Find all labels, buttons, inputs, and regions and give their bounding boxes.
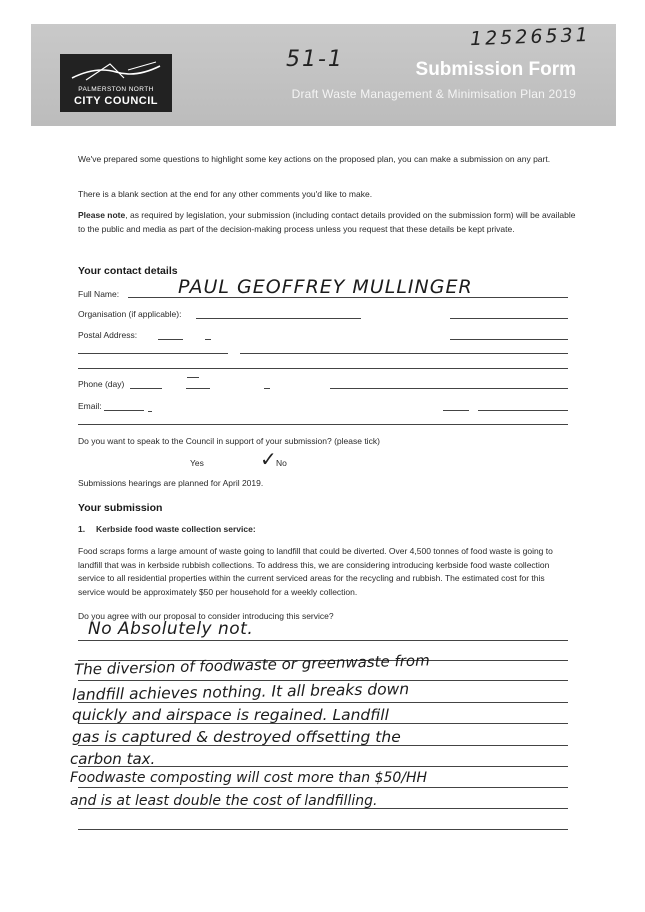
postal-label: Postal Address:	[78, 330, 138, 340]
privacy-note	[78, 209, 578, 236]
email-line-2	[443, 410, 469, 411]
submission-heading: Your submission	[78, 502, 163, 514]
postal-line-2a[interactable]	[78, 353, 228, 354]
postal-line-tick	[205, 339, 211, 340]
answer-line	[78, 787, 568, 788]
organisation-line[interactable]	[196, 318, 361, 319]
q1-question: Do you agree with our proposal to consider introducing this service?	[78, 611, 334, 621]
organisation-label: Organisation (if applicable):	[78, 309, 182, 319]
stamp-code: 51-1	[286, 47, 344, 72]
logo-city-text: PALMERSTON NORTH	[78, 86, 154, 93]
hearings-note: Submissions hearings are planned for April 2019.	[78, 478, 264, 488]
email-label: Email:	[78, 401, 102, 411]
reference-number: 12526531	[469, 23, 592, 51]
answer-text-line: quickly and airspace is regained. Landfill	[72, 706, 389, 724]
q1-title: Kerbside food waste collection service:	[96, 524, 256, 534]
phone-mark	[187, 377, 199, 378]
logo-council-text: CITY COUNCIL	[73, 95, 159, 107]
intro-para-2: There is a blank section at the end for any other comments you'd like to make.	[78, 189, 373, 199]
form-title: Submission Form	[415, 59, 576, 80]
phone-line-3	[264, 388, 270, 389]
email-line-3	[478, 410, 568, 411]
full-name-label: Full Name:	[78, 289, 120, 299]
email-line-tick	[148, 411, 152, 412]
phone-line-2	[186, 388, 210, 389]
answer-text-line: and is at least double the cost of landfilling.	[70, 793, 378, 809]
contact-heading: Your contact details	[78, 265, 178, 277]
intro-para-1: We've prepared some questions to highlight some key actions on the proposed plan, you can make a submission on any part.	[78, 154, 551, 164]
postal-line-right	[450, 339, 568, 340]
answer-text-line: No Absolutely not.	[88, 619, 254, 639]
phone-line-right	[330, 388, 568, 389]
postal-line-3[interactable]	[78, 368, 568, 369]
privacy-note-bold: Please note	[78, 210, 126, 220]
answer-text-line: gas is captured & destroyed offsetting the	[72, 728, 401, 746]
answer-text-line: landfill achieves nothing. It all breaks down	[71, 680, 410, 704]
q1-body: Food scraps forms a large amount of waste going to landfill that could be diverted. Over 4,500 tonnes of food waste is going to landfill that was in kerbside rubbish collections. To address this, we are considering introducing kerbside food waste collection service to all residential properties within the current serviced areas for the recycling and rubbish. The estimated cost for this service would be approximately $50 per household for a weekly collection.	[78, 546, 553, 597]
speak-question: Do you want to speak to the Council in support of your submission? (please tick)	[78, 436, 380, 446]
answer-text-line: carbon tax.	[70, 750, 156, 768]
answer-line	[78, 829, 568, 830]
postal-line-short[interactable]	[158, 339, 183, 340]
phone-label: Phone (day)	[78, 379, 125, 389]
q1-number: 1.	[78, 524, 86, 534]
yes-option[interactable]: Yes	[190, 458, 204, 468]
organisation-line-2	[450, 318, 568, 319]
form-subtitle: Draft Waste Management & Minimisation Plan 2019	[291, 87, 576, 101]
email-line[interactable]	[104, 410, 144, 411]
answer-text-line: The diversion of foodwaste or greenwaste from	[73, 651, 430, 679]
full-name-value[interactable]: PAUL GEOFFREY MULLINGER	[178, 276, 473, 298]
answer-text-line: Foodwaste composting will cost more than $50/HH	[70, 770, 428, 786]
council-logo-icon	[66, 58, 166, 84]
phone-line[interactable]	[130, 388, 162, 389]
no-option[interactable]: No	[276, 458, 287, 468]
email-line-full[interactable]	[78, 424, 568, 425]
no-tick-mark: ✓	[260, 447, 277, 471]
full-name-line	[128, 297, 568, 298]
privacy-note-text: , as required by legislation, your submission (including contact details provided on the submission form) will be available to the public and media as part of the decision-making process unless you request that these details be kept private.	[78, 210, 576, 234]
council-logo	[60, 54, 172, 112]
postal-line-2b	[240, 353, 568, 354]
answer-line	[78, 640, 568, 641]
